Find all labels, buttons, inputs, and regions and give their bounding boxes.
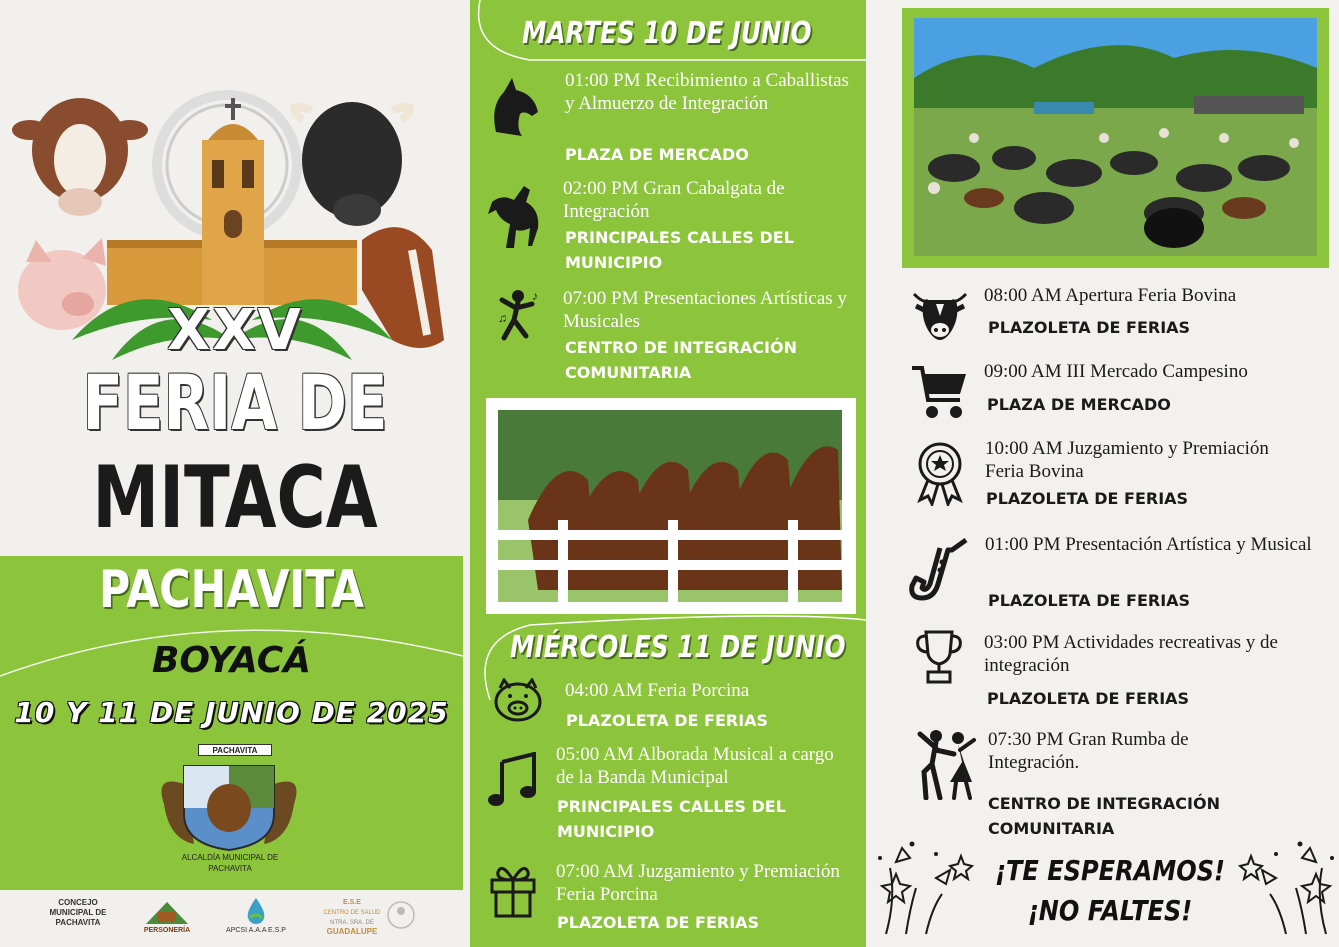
pig-icon (492, 678, 544, 724)
horses-photo (498, 410, 842, 602)
event-place: PRINCIPALES CALLES DEL MUNICIPIO (565, 228, 794, 272)
event-place: PLAZA DE MERCADO (565, 145, 749, 164)
fireworks-right-icon (1236, 838, 1336, 938)
town-title: PACHAVITA (98, 560, 365, 620)
cart-icon (910, 364, 968, 420)
sponsors-bar (0, 892, 463, 942)
event-time: 04:00 AM Feria Porcina (565, 680, 750, 701)
event-time: 08:00 AM Apertura Feria Bovina (984, 285, 1237, 306)
sponsor-ese-line1: E.S.E (343, 899, 361, 906)
cow-icon (910, 286, 970, 342)
event-title-line2: MITACA (92, 448, 378, 548)
sponsor-ese-line2: CENTRO DE SALUD (323, 910, 381, 916)
trophy-icon (914, 628, 964, 686)
sponsor-ese-line4: GUADALUPE (326, 927, 378, 936)
horse-head-icon (486, 76, 542, 138)
svg-text:♪: ♪ (532, 289, 538, 303)
gift-icon (488, 860, 538, 918)
day2-title: MIÉRCOLES 11 DE JUNIO (510, 630, 846, 665)
saxophone-icon (908, 536, 970, 602)
event-title-line1: FERIA DE (82, 358, 388, 447)
sponsor-personeria: PERSONERÍA (143, 927, 191, 934)
event-dates: 10 Y 11 DE JUNIO DE 2025 (14, 696, 449, 729)
edition-title: XXV (167, 298, 303, 363)
day1-title: MARTES 10 DE JUNIO (522, 16, 812, 51)
event-place: PLAZOLETA DE FERIAS (987, 689, 1190, 708)
svg-text:♫: ♫ (498, 311, 507, 325)
event-place: PRINCIPALES CALLES DEL MUNICIPIO (557, 797, 786, 841)
event-place: PLAZOLETA DE FERIAS (988, 591, 1191, 610)
event-place: CENTRO DE INTEGRACIÓN COMUNITARIA (988, 794, 1220, 838)
event-time: 01:00 PM Recibimiento a Caballistas y Almuerzo de Integración (565, 70, 849, 114)
event-place: PLAZOLETA DE FERIAS (988, 318, 1191, 337)
apcsi-drop-logo (244, 896, 268, 926)
region-title: BOYACÁ (151, 640, 312, 681)
closing-line1: ¡TE ESPERAMOS! (994, 854, 1226, 887)
alcaldia-label: ALCALDÍA MUNICIPAL DE PACHAVITA (181, 853, 279, 873)
crest-label: PACHAVITA (198, 744, 272, 756)
fair-photo (914, 18, 1317, 256)
event-time: 07:00 PM Presentaciones Artísticas y Musicales (563, 288, 847, 332)
event-time: 09:00 AM III Mercado Campesino (984, 361, 1248, 382)
music-notes-icon (488, 752, 540, 810)
event-time: 05:00 AM Alborada Musical a cargo de la Banda Municipal (556, 744, 834, 788)
event-time: 07:00 AM Juzgamiento y Premiación Feria Porcina (556, 861, 840, 905)
sponsor-ese-line3: NTRA. SRA. DE (330, 920, 374, 926)
event-time: 02:00 PM Gran Cabalgata de Integración (563, 178, 785, 222)
dancing-couple-icon (914, 728, 978, 800)
award-icon (914, 440, 966, 506)
personeria-logo (144, 896, 190, 926)
event-place: PLAZOLETA DE FERIAS (557, 913, 760, 932)
fireworks-left-icon (876, 838, 976, 938)
event-place: PLAZOLETA DE FERIAS (986, 489, 1189, 508)
sponsor-apcsi: APCSI A.A.A E.S.P (226, 927, 286, 934)
ese-seal-logo (386, 898, 416, 932)
sponsor-concejo: CONCEJO MUNICIPAL DE PACHAVITA (49, 898, 107, 927)
event-time: 07:30 PM Gran Rumba de Integración. (988, 729, 1189, 773)
event-place: PLAZOLETA DE FERIAS (566, 711, 769, 730)
event-time: 01:00 PM Presentación Artística y Musical (985, 534, 1312, 555)
municipal-crest (154, 744, 304, 854)
closing-line2: ¡NO FALTES! (1027, 894, 1193, 927)
event-place: PLAZA DE MERCADO (987, 395, 1171, 414)
dancer-icon (496, 288, 546, 344)
event-place: CENTRO DE INTEGRACIÓN COMUNITARIA (565, 338, 797, 382)
event-time: 03:00 PM Actividades recreativas y de integración (984, 632, 1278, 676)
event-time: 10:00 AM Juzgamiento y Premiación Feria Bovina (985, 438, 1269, 482)
horse-rearing-icon (486, 180, 546, 250)
